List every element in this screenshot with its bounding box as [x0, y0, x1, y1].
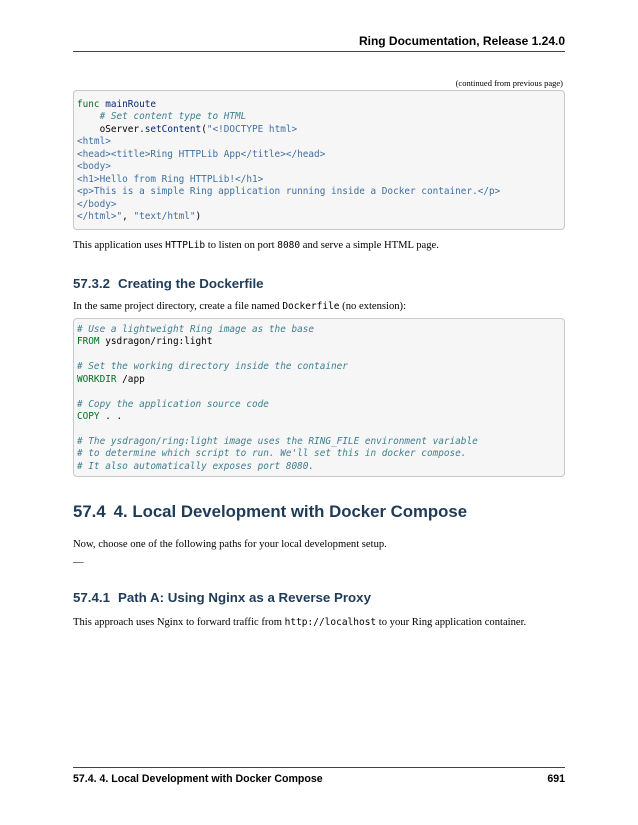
footer-divider	[73, 767, 565, 768]
code-block-main-route	[73, 90, 565, 230]
code-line	[77, 436, 564, 448]
code-token	[77, 111, 100, 122]
code-token: # Use a lightweight Ring image as the base	[77, 324, 315, 335]
page-number: 691	[547, 773, 565, 785]
code-token: . .	[99, 411, 123, 423]
code-token: <h1>Hello from Ring HTTPLib!</h1>	[77, 173, 264, 185]
section-heading-5741	[73, 589, 565, 606]
code-token: <html>	[77, 136, 111, 148]
continued-note: (continued from previous page)	[455, 78, 563, 88]
code-token: .setContent	[139, 123, 202, 135]
code-line	[77, 424, 564, 436]
code-line	[77, 161, 564, 173]
code-token: ysdragon/ring:light	[99, 336, 213, 348]
paragraph-text: This approach uses Nginx to forward traffic from	[73, 617, 285, 628]
code-line	[77, 111, 564, 123]
code-line	[77, 136, 564, 148]
section-title: 4. Local Development with Docker Compose	[113, 502, 468, 521]
inline-code-port: 8080	[277, 240, 301, 251]
paragraph-text: to your Ring application container.	[376, 617, 527, 628]
code-line	[77, 411, 564, 423]
code-line	[77, 211, 564, 223]
paragraph-text: (no extension):	[339, 301, 407, 312]
paragraph-choose-path: Now, choose one of the following paths for your local development setup.	[73, 539, 387, 550]
code-token: "text/html"	[133, 210, 196, 222]
code-token: # Copy the application source code	[77, 398, 269, 410]
code-token: WORKDIR	[77, 373, 117, 385]
inline-code-httplib: HTTPLib	[165, 240, 206, 251]
section-title: Creating the Dockerfile	[117, 276, 264, 291]
code-line	[77, 124, 564, 136]
section-heading-574	[73, 501, 565, 522]
code-block-dockerfile	[73, 318, 565, 477]
paragraph-nginx	[73, 616, 565, 630]
code-line	[77, 448, 564, 460]
code-token: # It also automatically exposes port 8080.	[77, 460, 315, 472]
code-token: </body>	[77, 198, 117, 210]
code-token: # Set content type to HTML	[99, 111, 247, 123]
code-line	[77, 386, 564, 398]
code-token: # Set the working directory inside the container	[77, 361, 348, 373]
code-line	[77, 374, 564, 386]
inline-code-localhost: http://localhost	[284, 617, 377, 628]
section-number: 57.4	[73, 502, 106, 521]
code-token: oServer	[77, 123, 140, 135]
code-token: <body>	[77, 161, 111, 173]
code-token: # to determine which script to run. We'll set this in docker compose.	[77, 448, 467, 460]
header-divider	[73, 51, 565, 52]
code-line	[77, 399, 564, 411]
section-title: Path A: Using Nginx as a Reverse Proxy	[117, 590, 371, 605]
code-line	[77, 99, 564, 111]
footer-section-title: 57.4. 4. Local Development with Docker Compose	[73, 773, 323, 785]
code-token: )	[195, 210, 202, 222]
code-line	[77, 199, 564, 211]
code-token: ,	[122, 210, 134, 222]
code-line	[77, 186, 564, 198]
dash-separator: —	[73, 557, 84, 568]
code-token: </html>"	[77, 210, 123, 222]
code-line	[77, 349, 564, 361]
code-token: mainRoute	[105, 99, 157, 110]
code-token: <head><title>Ring HTTPLib App</title></head>	[77, 148, 326, 160]
code-token: /app	[116, 373, 145, 385]
code-line	[77, 149, 564, 161]
paragraph-dockerfile	[73, 300, 565, 314]
section-heading-5732	[73, 275, 565, 292]
paragraph-text: In the same project directory, create a file named	[73, 301, 283, 312]
code-line	[77, 174, 564, 186]
inline-code-dockerfile: Dockerfile	[282, 301, 340, 312]
code-token: "<!DOCTYPE html>	[206, 123, 298, 135]
code-line	[77, 361, 564, 373]
paragraph-text: to listen on port	[205, 240, 278, 251]
code-token: <p>This is a simple Ring application running inside a Docker container.</p>	[77, 186, 501, 198]
code-line	[77, 461, 564, 473]
paragraph-text: and serve a simple HTML page.	[300, 240, 439, 251]
code-token: (	[201, 123, 207, 135]
code-token: COPY	[77, 411, 100, 423]
code-token: # The ysdragon/ring:light image uses the RING_FILE environment variable	[77, 435, 478, 447]
code-line	[77, 336, 564, 348]
code-token: func	[77, 99, 100, 110]
paragraph-httplib	[73, 239, 565, 253]
paragraph-text: This application uses	[73, 240, 166, 251]
running-header: Ring Documentation, Release 1.24.0	[358, 34, 565, 48]
code-token: FROM	[77, 336, 100, 348]
section-number: 57.3.2	[73, 276, 110, 291]
section-number: 57.4.1	[73, 590, 110, 605]
code-line	[77, 324, 564, 336]
